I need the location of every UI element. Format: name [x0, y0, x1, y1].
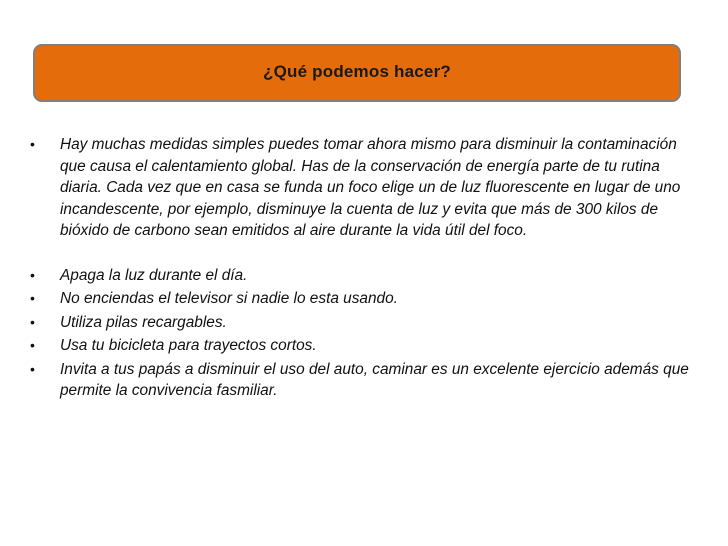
bullet-icon: •: [30, 290, 35, 306]
bullet-icon: •: [30, 266, 35, 283]
bullet-item-bicycle: [30, 335, 690, 357]
bullet-list: [30, 134, 690, 402]
bullet-icon: •: [30, 136, 35, 152]
bullet-text: Apaga la luz durante el día.: [60, 266, 248, 284]
bullet-text: Invita a tus papás a disminuir el uso del auto, caminar es un excelente ejercicio además que permite la convivencia fasmiliar.: [60, 360, 689, 399]
bullet-item-tv: [30, 288, 690, 310]
bullet-item-batteries: [30, 312, 690, 334]
bullet-icon: •: [30, 360, 35, 377]
bullet-text: No enciendas el televisor si nadie lo esta usando.: [60, 290, 398, 307]
bullet-item-intro: [30, 134, 690, 242]
slide-body: [30, 134, 690, 402]
bullet-icon: •: [30, 313, 35, 330]
bullet-text: Utiliza pilas recargables.: [60, 313, 227, 331]
bullet-item-lights-off: [30, 265, 690, 287]
bullet-text: Hay muchas medidas simples puedes tomar ahora mismo para disminuir la contaminación que causa el calentamiento global. Has de la conservación de energía parte de tu rutina diaria. Cada vez que en casa se funda un foco elige un de luz fluorescente en lugar de uno incandescente, por ejemplo, disminuye la cuenta de luz y evita que más de 300 kilos de bióxido de carbono sean emitidos al aire durante la vida útil del foco.: [60, 136, 681, 239]
title-banner: [33, 44, 681, 102]
slide-title: ¿Qué podemos hacer?: [262, 62, 451, 81]
bullet-icon: •: [30, 337, 35, 353]
bullet-text: Usa tu bicicleta para trayectos cortos.: [60, 337, 317, 354]
bullet-item-car: [30, 359, 690, 402]
